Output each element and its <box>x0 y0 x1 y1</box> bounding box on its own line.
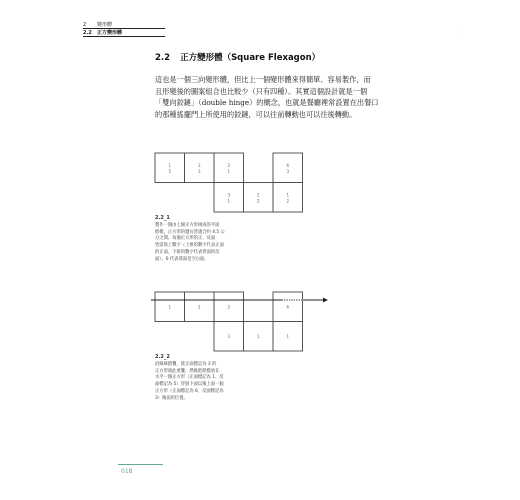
face-number-back: 5 <box>168 168 172 174</box>
header-divider <box>83 28 165 29</box>
net-square <box>244 183 274 213</box>
section-title: 正方變形體（Square Flexagon） <box>180 53 321 63</box>
net-square <box>155 292 185 322</box>
caption-line: 水平一個正方形（正面標記為 1、反 <box>155 375 224 381</box>
caption-line: 製作一個由七個正方形組成的平面 <box>155 222 220 228</box>
net-square <box>214 153 244 183</box>
chapter-title: 變形體 <box>97 22 113 28</box>
face-number-back: 2 <box>286 198 290 204</box>
caption-line: 紙模，正方形的邊長皆適合約 4.5 公 <box>155 229 225 235</box>
caption-line: 沿線條摺疊，使正面標記為 3 的 <box>155 361 217 367</box>
net-square <box>273 183 303 213</box>
figure-flexagon-net-1 <box>155 153 315 211</box>
net-square <box>244 322 274 352</box>
caption-1 <box>155 215 237 264</box>
caption-line: 皆需寫上數字（上排的數字代表正面 <box>155 243 224 249</box>
face-number-front: 6 <box>286 304 290 310</box>
face-number-front: 3 <box>197 162 201 168</box>
face-number-front: 1 <box>286 333 290 339</box>
body-line: 「雙向鉸鏈」（double hinge）的概念，也就是餐廳裡常設置在出餐口 <box>155 98 379 108</box>
caption-line: 的正面，下排的數字代表背面的反 <box>155 249 220 255</box>
caption-line: 正方形彼此重疊，然後把紙模放在 <box>155 368 220 374</box>
caption-label: 2.2_1 <box>155 215 170 221</box>
face-number-front: 1 <box>168 162 172 168</box>
caption-line: 面標記為 5）穿過下面以後上面一個 <box>155 382 224 388</box>
body-line: 這也是一個三向變形體，但比上一個變形體來得簡單、容易製作，而 <box>155 75 371 84</box>
net-square <box>155 153 185 183</box>
section-number-header: 2.2 <box>83 30 92 36</box>
figure-flexagon-net-2 <box>155 292 315 350</box>
margin-tick: ⋮ <box>455 30 459 35</box>
net-square <box>214 183 244 213</box>
net-square <box>273 322 303 352</box>
face-number-front: 1 <box>286 192 290 198</box>
body-line: 且形變後的圖案組合也比較少（只有四種）。其實這個設計就是一個 <box>155 86 368 96</box>
page-number: 018 <box>121 468 133 475</box>
face-number-back: 1 <box>227 168 231 174</box>
header-divider <box>83 36 165 37</box>
face-number-front: 1 <box>256 333 260 339</box>
chapter-number: 2 <box>83 22 87 28</box>
caption-line: 正方形（正面標記為 6、反面標記為 <box>155 388 224 394</box>
body-paragraph <box>155 74 379 120</box>
face-number-back: 3 <box>286 168 290 174</box>
face-number-front: 3 <box>227 333 231 339</box>
section-heading <box>155 51 320 63</box>
section-title-header: 正方變形體 <box>97 30 123 36</box>
net-square <box>214 322 244 352</box>
caption-line: 面）。0 代表那面是空白面。 <box>155 256 209 262</box>
caption-label: 2.2_2 <box>155 354 170 360</box>
body-line: 的那種搖擺門上所使用的鉸鏈，可以往前轉動也可以往後轉動。 <box>155 109 357 119</box>
net-square <box>214 292 244 322</box>
net-square <box>185 292 215 322</box>
section-number: 2.2 <box>155 53 171 63</box>
arrow-right-icon <box>323 298 328 303</box>
net-square <box>273 153 303 183</box>
footer-rule <box>118 464 163 465</box>
face-number-front: 2 <box>227 162 231 168</box>
face-number-front: 1 <box>168 304 172 310</box>
net-square <box>185 153 215 183</box>
net-diagram-2 <box>155 292 315 350</box>
face-number-front: 6 <box>286 162 290 168</box>
face-number-front: 2 <box>227 304 231 310</box>
net-square <box>273 292 303 322</box>
caption-line: 3）後面的位置。 <box>155 395 188 401</box>
net-diagram-1 <box>155 153 315 211</box>
face-number-front: 2 <box>256 192 260 198</box>
face-number-back: 1 <box>227 198 231 204</box>
face-number-back: 3 <box>197 168 201 174</box>
caption-2 <box>155 354 237 403</box>
face-number-front: 2 <box>197 304 201 310</box>
face-number-back: 2 <box>256 198 260 204</box>
caption-line: 分之間。每個正方形的正、反面 <box>155 236 216 242</box>
face-number-front: 3 <box>227 192 231 198</box>
